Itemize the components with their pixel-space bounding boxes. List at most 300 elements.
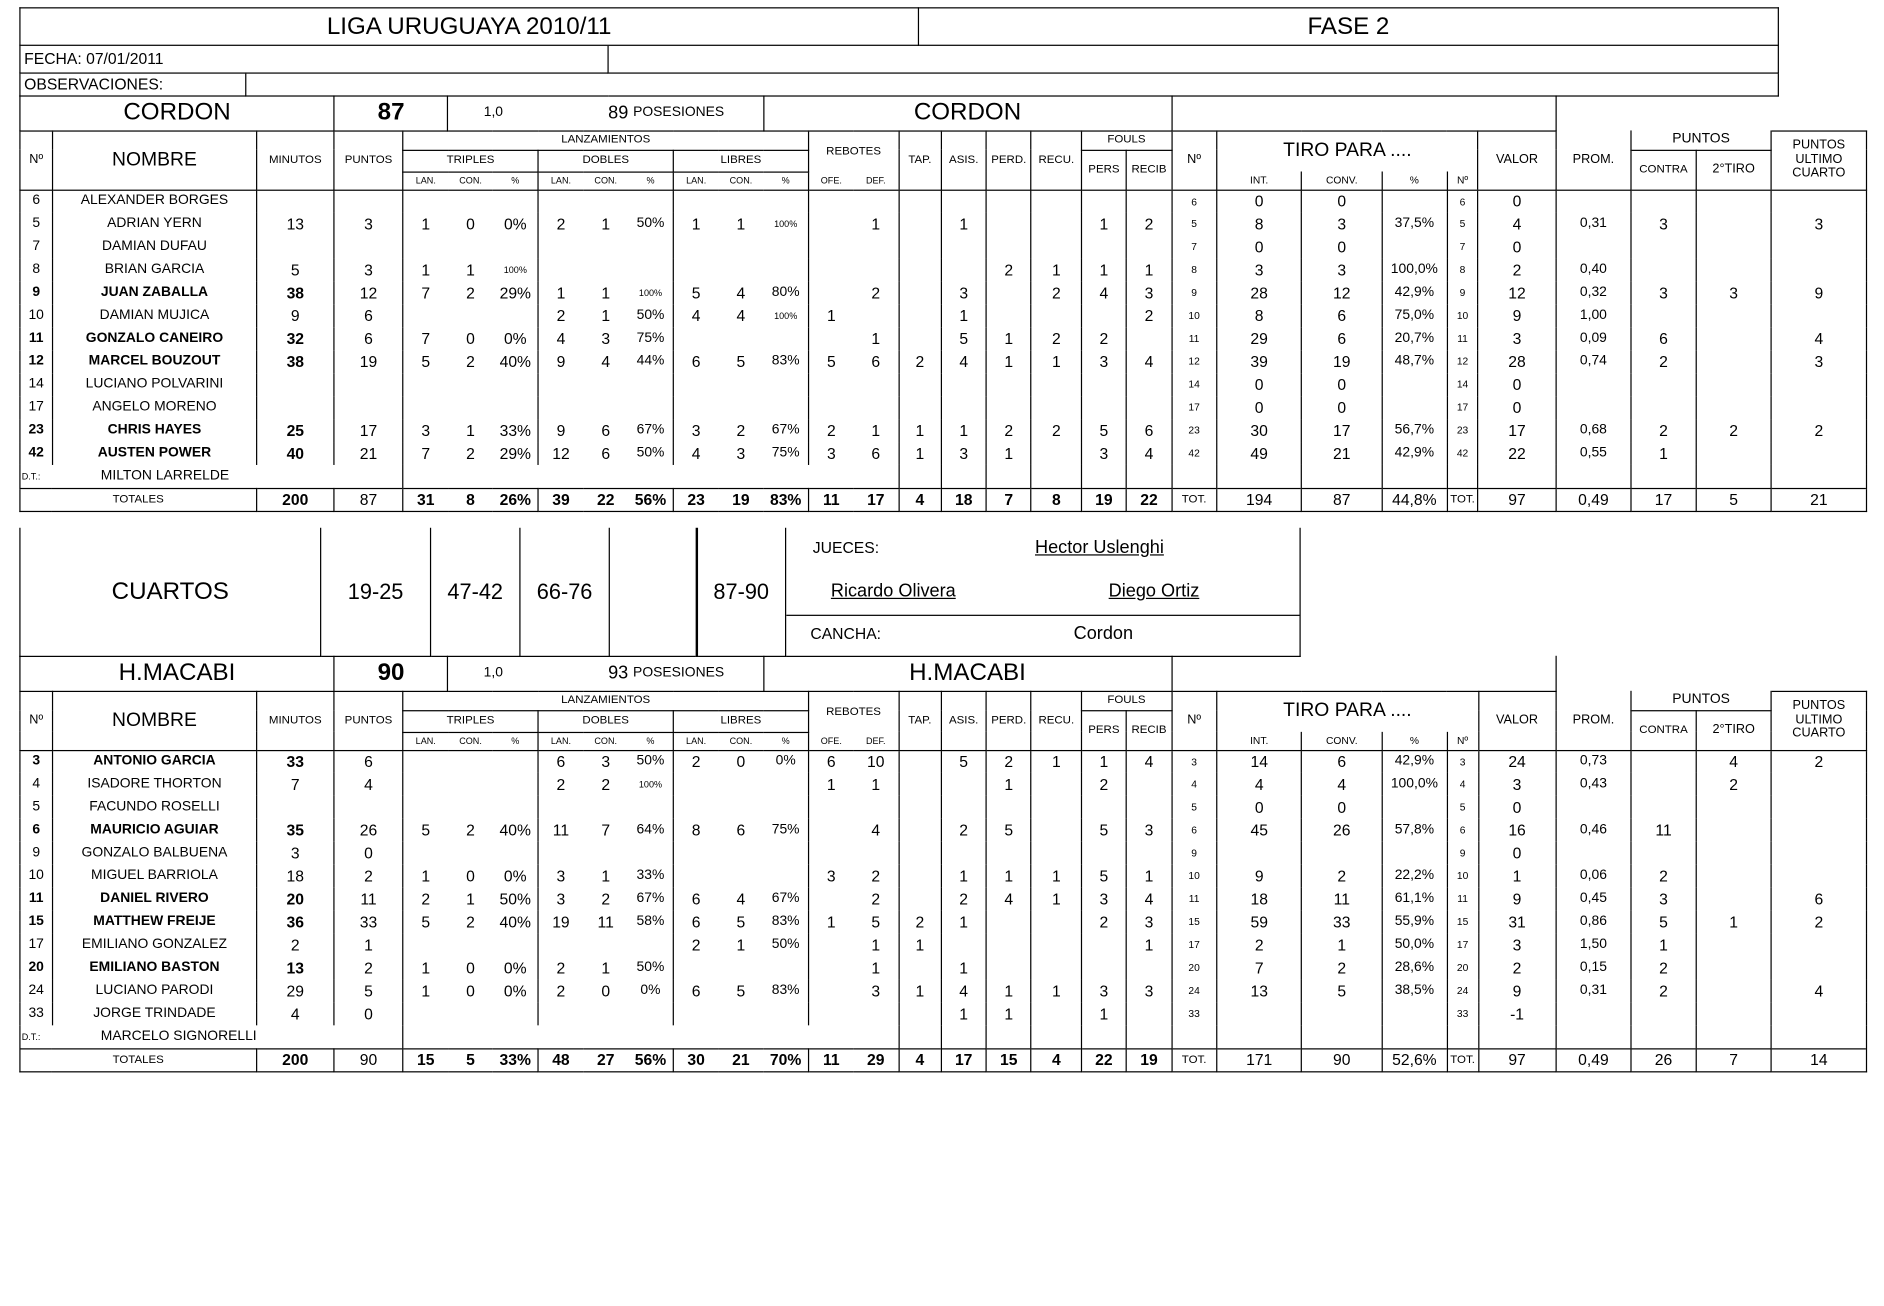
player-number-3: 4 xyxy=(1447,773,1478,796)
player-points: 2 xyxy=(334,865,403,888)
header-table xyxy=(19,7,1779,46)
player-puntos-contra xyxy=(1631,258,1696,281)
player-triples-lan xyxy=(403,842,448,865)
player-fouls-pers: 5 xyxy=(1081,865,1126,888)
header-int: INT. xyxy=(1217,732,1302,750)
player-segundo-tiro: 1 xyxy=(1696,911,1771,934)
player-libres-pct xyxy=(763,236,808,259)
player-reb-def: 2 xyxy=(854,865,899,888)
player-reb-ofe: 5 xyxy=(826,352,836,371)
player-segundo-tiro xyxy=(1696,327,1771,350)
player-minutes: 9 xyxy=(256,304,334,327)
player-triples-lan: 1 xyxy=(421,981,431,1000)
player-dobles-con xyxy=(583,396,628,419)
player-reb-def xyxy=(854,258,899,281)
player-dobles-lan: 12 xyxy=(552,444,570,463)
player-ultimo-cuarto xyxy=(1771,819,1866,842)
player-fouls-pers: 3 xyxy=(1081,442,1126,465)
player-points: 19 xyxy=(334,350,403,373)
player-number-2: 9 xyxy=(1172,842,1217,865)
player-triples-con xyxy=(448,304,493,327)
player-row xyxy=(20,213,1867,236)
player-libres-lan xyxy=(673,796,718,819)
totals-valor: 97 xyxy=(1478,1048,1556,1071)
player-triples-lan xyxy=(403,934,448,957)
totals-libres-lan: 30 xyxy=(673,1048,718,1071)
player-recu xyxy=(1031,442,1081,465)
totals-tiro-conv: 87 xyxy=(1302,488,1382,511)
player-dobles-lan: 11 xyxy=(552,821,570,840)
player-tiro-int: 59 xyxy=(1217,911,1302,934)
player-number-2: 10 xyxy=(1172,304,1217,327)
player-tiro-conv: 1 xyxy=(1302,934,1382,957)
player-recu: 2 xyxy=(1031,327,1081,350)
player-valor: 3 xyxy=(1478,773,1556,796)
totals-reb-def: 17 xyxy=(854,488,899,511)
player-libres-pct: 100% xyxy=(763,213,808,236)
player-triples-pct: 40% xyxy=(493,350,538,373)
player-dobles-lan xyxy=(538,190,583,213)
player-tiro-pct: 38,5% xyxy=(1382,979,1447,1002)
totals-libres-pct: 70% xyxy=(763,1048,808,1071)
header-tap: TAP. xyxy=(899,691,942,750)
header-ofe: OFE. xyxy=(809,171,854,189)
player-reb-def: 1 xyxy=(854,327,899,350)
player-triples-pct: 0% xyxy=(493,956,538,979)
player-fouls-recib: 4 xyxy=(1126,442,1171,465)
player-libres-pct xyxy=(763,396,808,419)
player-triples-con: 0 xyxy=(466,214,475,234)
player-row xyxy=(20,442,1867,465)
player-points: 4 xyxy=(334,773,403,796)
player-libres-con: 5 xyxy=(736,981,746,1000)
player-libres-pct: 75% xyxy=(763,819,808,842)
player-tiro-conv: 0 xyxy=(1302,373,1382,396)
player-tiro-int: 28 xyxy=(1217,281,1302,304)
player-name: MATTHEW FREIJE xyxy=(52,911,256,934)
team-possessions: 93 xyxy=(538,656,628,691)
player-number-3: 11 xyxy=(1447,888,1478,911)
totals-reb-ofe: 11 xyxy=(808,1048,853,1071)
player-libres-lan: 6 xyxy=(691,890,701,909)
player-points: 17 xyxy=(334,419,403,442)
header-no-2: Nº xyxy=(1172,130,1217,189)
player-points: 6 xyxy=(334,327,403,350)
player-dobles-lan: 3 xyxy=(556,890,566,909)
player-triples-con: 1 xyxy=(466,421,475,440)
player-asis: 3 xyxy=(941,281,986,304)
player-fouls-recib: 3 xyxy=(1126,819,1171,842)
player-segundo-tiro: 3 xyxy=(1696,281,1771,304)
player-asis xyxy=(941,934,986,957)
player-reb-def xyxy=(854,304,899,327)
referee-2: Ricardo Olivera xyxy=(830,580,956,602)
player-number-2: 24 xyxy=(1172,979,1217,1002)
totals-dobles-pct: 56% xyxy=(628,1048,673,1071)
player-tiro-int: 8 xyxy=(1217,213,1302,236)
player-puntos-contra: 3 xyxy=(1631,281,1696,304)
player-asis xyxy=(941,258,986,281)
header-con: CON. xyxy=(583,171,628,189)
player-libres-con: 5 xyxy=(736,352,746,371)
player-tap xyxy=(899,190,942,213)
player-number: 11 xyxy=(20,327,53,350)
player-number-3: 23 xyxy=(1447,419,1478,442)
player-perd xyxy=(986,796,1031,819)
player-number-3: 17 xyxy=(1447,396,1478,419)
player-valor: 0 xyxy=(1478,190,1556,213)
player-segundo-tiro xyxy=(1696,842,1771,865)
player-number-3: 3 xyxy=(1447,750,1478,773)
player-tiro-pct: 56,7% xyxy=(1382,419,1447,442)
player-tiro-pct xyxy=(1382,236,1447,259)
player-row xyxy=(20,796,1867,819)
player-libres-lan: 2 xyxy=(691,935,701,955)
player-prom: 0,31 xyxy=(1556,979,1631,1002)
player-valor: 22 xyxy=(1478,442,1556,465)
totals-points: 90 xyxy=(334,1048,403,1071)
player-dobles-lan: 2 xyxy=(556,306,566,325)
player-reb-def: 1 xyxy=(854,773,899,796)
player-ultimo-cuarto: 2 xyxy=(1771,419,1866,442)
player-tiro-pct: 55,9% xyxy=(1382,911,1447,934)
player-number-2: 5 xyxy=(1172,796,1217,819)
player-tiro-conv: 0 xyxy=(1302,190,1382,213)
header-triples: TRIPLES xyxy=(403,150,538,172)
player-perd: 1 xyxy=(986,327,1031,350)
player-tiro-pct: 57,8% xyxy=(1382,819,1447,842)
ratio-cell xyxy=(448,656,538,691)
player-name: MAURICIO AGUIAR xyxy=(52,819,256,842)
player-tiro-pct: 50,0% xyxy=(1382,934,1447,957)
player-ultimo-cuarto xyxy=(1771,1002,1866,1025)
header-libres: LIBRES xyxy=(673,150,808,172)
player-perd xyxy=(986,956,1031,979)
player-prom xyxy=(1556,842,1631,865)
player-dobles-con: 1 xyxy=(601,958,611,978)
player-reb-def: 1 xyxy=(854,956,899,979)
player-tiro-conv: 19 xyxy=(1302,350,1382,373)
player-number-2: 15 xyxy=(1172,911,1217,934)
player-ultimo-cuarto xyxy=(1771,956,1866,979)
player-fouls-pers: 1 xyxy=(1081,258,1126,281)
player-triples-con xyxy=(448,842,493,865)
player-tiro-conv: 2 xyxy=(1302,865,1382,888)
player-number: 9 xyxy=(20,842,53,865)
team-possessions: 89 xyxy=(538,95,628,130)
player-perd: 1 xyxy=(986,773,1031,796)
player-tiro-int: 14 xyxy=(1217,750,1302,773)
player-segundo-tiro: 2 xyxy=(1696,773,1771,796)
player-prom: 0,68 xyxy=(1556,419,1631,442)
player-libres-con: 1 xyxy=(736,214,746,234)
player-libres-pct xyxy=(763,327,808,350)
player-ultimo-cuarto: 4 xyxy=(1771,327,1866,350)
player-points: 3 xyxy=(334,213,403,236)
player-number-2: 20 xyxy=(1172,956,1217,979)
player-number-3: 17 xyxy=(1447,934,1478,957)
player-tap xyxy=(899,396,942,419)
player-tap xyxy=(899,281,942,304)
player-number: 42 xyxy=(20,442,53,465)
player-dobles-con: 6 xyxy=(601,444,611,463)
player-tiro-pct: 100,0% xyxy=(1382,258,1447,281)
player-points: 6 xyxy=(334,304,403,327)
header-lanzamientos: LANZAMIENTOS xyxy=(403,130,809,149)
player-reb-def: 2 xyxy=(854,281,899,304)
referee-3: Diego Ortiz xyxy=(1108,580,1200,602)
player-puntos-contra: 1 xyxy=(1631,442,1696,465)
coach-name: MILTON LARRELDE xyxy=(52,465,402,488)
player-perd xyxy=(986,934,1031,957)
player-dobles-con: 4 xyxy=(601,352,611,371)
player-perd: 2 xyxy=(986,258,1031,281)
player-tap xyxy=(899,773,942,796)
player-triples-pct xyxy=(493,1002,538,1025)
player-fouls-recib: 3 xyxy=(1126,281,1171,304)
quarter-4-score xyxy=(609,528,696,656)
player-minutes: 29 xyxy=(256,979,334,1002)
player-fouls-recib: 4 xyxy=(1126,750,1171,773)
player-segundo-tiro xyxy=(1696,350,1771,373)
header-nombre: NOMBRE xyxy=(52,691,256,750)
player-recu: 1 xyxy=(1031,750,1081,773)
player-number-2: 6 xyxy=(1172,819,1217,842)
player-tiro-conv: 12 xyxy=(1302,281,1382,304)
player-dobles-lan: 9 xyxy=(556,352,566,371)
player-libres-lan xyxy=(673,190,718,213)
player-minutes: 2 xyxy=(256,934,334,957)
player-segundo-tiro: 2 xyxy=(1696,419,1771,442)
player-tiro-conv: 26 xyxy=(1302,819,1382,842)
player-recu xyxy=(1031,396,1081,419)
header-contra: CONTRA xyxy=(1631,710,1696,750)
totals-reb-ofe: 11 xyxy=(809,488,854,511)
player-dobles-pct: 0% xyxy=(628,979,673,1002)
player-dobles-pct: 50% xyxy=(628,750,673,773)
player-minutes: 3 xyxy=(256,842,334,865)
totals-fouls-recib: 22 xyxy=(1126,488,1171,511)
player-triples-lan: 1 xyxy=(421,867,431,886)
player-name: EMILIANO GONZALEZ xyxy=(52,934,256,957)
player-libres-lan xyxy=(673,373,718,396)
player-tap xyxy=(899,888,942,911)
player-row xyxy=(20,773,1867,796)
dt-label: D.T.: xyxy=(20,1025,53,1048)
player-triples-pct: 40% xyxy=(493,819,538,842)
player-asis: 1 xyxy=(941,304,986,327)
player-row xyxy=(20,911,1867,934)
player-fouls-pers: 3 xyxy=(1081,979,1126,1002)
player-name: JUAN ZABALLA xyxy=(52,281,256,304)
header-no: Nº xyxy=(20,130,53,189)
player-number-2: 14 xyxy=(1172,373,1217,396)
player-libres-con: 4 xyxy=(736,283,746,302)
player-reb-ofe xyxy=(809,213,854,236)
player-dobles-pct xyxy=(628,842,673,865)
player-libres-con xyxy=(718,956,763,979)
totals-tiro-int: 194 xyxy=(1217,488,1302,511)
player-fouls-recib: 6 xyxy=(1126,419,1171,442)
player-tap xyxy=(899,327,942,350)
player-points: 21 xyxy=(334,442,403,465)
header-pct: % xyxy=(763,171,808,189)
player-asis: 1 xyxy=(941,865,986,888)
player-tap xyxy=(899,796,942,819)
player-reb-def xyxy=(854,190,899,213)
player-valor: 3 xyxy=(1478,327,1556,350)
player-dobles-pct xyxy=(628,373,673,396)
player-segundo-tiro xyxy=(1696,442,1771,465)
player-reb-def: 3 xyxy=(854,979,899,1002)
header-minutos: MINUTOS xyxy=(256,691,334,750)
player-dobles-lan xyxy=(538,796,583,819)
player-name: CHRIS HAYES xyxy=(52,419,256,442)
totals-triples-lan: 15 xyxy=(403,1048,448,1071)
player-valor: 4 xyxy=(1478,213,1556,236)
player-asis xyxy=(941,842,986,865)
player-libres-pct: 80% xyxy=(763,281,808,304)
header-conv: CONV. xyxy=(1302,171,1382,189)
player-number-2: 17 xyxy=(1172,934,1217,957)
player-tap xyxy=(899,1002,942,1025)
player-reb-ofe: 1 xyxy=(826,913,836,932)
header-no-3: Nº xyxy=(1447,732,1478,750)
player-triples-con xyxy=(448,796,493,819)
player-fouls-pers xyxy=(1081,373,1126,396)
player-fouls-recib: 1 xyxy=(1126,934,1171,957)
header-perd: PERD. xyxy=(986,691,1031,750)
player-name: LUCIANO POLVARINI xyxy=(52,373,256,396)
player-libres-con xyxy=(718,258,763,281)
player-tiro-int: 8 xyxy=(1217,304,1302,327)
player-puntos-contra xyxy=(1631,773,1696,796)
player-prom: 0,45 xyxy=(1556,888,1631,911)
player-puntos-contra: 1 xyxy=(1631,934,1696,957)
player-ultimo-cuarto xyxy=(1771,796,1866,819)
totals-minutes: 200 xyxy=(256,1048,334,1071)
player-reb-ofe: 3 xyxy=(826,444,836,463)
player-dobles-pct: 50% xyxy=(628,442,673,465)
player-number-2: 7 xyxy=(1172,236,1217,259)
player-minutes: 38 xyxy=(256,350,334,373)
player-puntos-contra xyxy=(1631,796,1696,819)
header-puntos-ultimo-cuarto: PUNTOS ULTIMO CUARTO xyxy=(1771,130,1866,189)
player-dobles-pct xyxy=(628,796,673,819)
player-valor: 31 xyxy=(1478,911,1556,934)
player-fouls-recib xyxy=(1126,796,1171,819)
player-name: MARCEL BOUZOUT xyxy=(52,350,256,373)
player-number-3: 5 xyxy=(1447,796,1478,819)
totals-tiro-int: 171 xyxy=(1217,1048,1302,1071)
player-number-3: 33 xyxy=(1447,1002,1478,1025)
player-dobles-lan: 19 xyxy=(552,913,570,932)
player-reb-ofe xyxy=(809,281,854,304)
player-libres-pct xyxy=(763,956,808,979)
player-tiro-int: 9 xyxy=(1217,865,1302,888)
player-valor: 12 xyxy=(1478,281,1556,304)
player-perd xyxy=(986,281,1031,304)
player-libres-pct: 67% xyxy=(763,888,808,911)
header-lan: LAN. xyxy=(538,732,583,750)
player-minutes: 38 xyxy=(256,281,334,304)
player-name: ADRIAN YERN xyxy=(52,213,256,236)
player-fouls-pers: 3 xyxy=(1081,888,1126,911)
player-tiro-pct: 42,9% xyxy=(1382,442,1447,465)
player-number: 24 xyxy=(20,979,53,1002)
player-libres-pct: 50% xyxy=(763,934,808,957)
totals-row xyxy=(20,1048,1867,1071)
player-libres-pct xyxy=(763,190,808,213)
player-triples-lan: 5 xyxy=(421,352,431,371)
player-ultimo-cuarto xyxy=(1771,934,1866,957)
player-asis xyxy=(941,190,986,213)
player-tiro-pct: 20,7% xyxy=(1382,327,1447,350)
player-number-3: 14 xyxy=(1447,373,1478,396)
player-fouls-pers xyxy=(1081,796,1126,819)
player-number-3: 12 xyxy=(1447,350,1478,373)
player-tap xyxy=(899,865,942,888)
player-dobles-con: 2 xyxy=(601,775,611,794)
totals-reb-def: 29 xyxy=(854,1048,899,1071)
player-triples-con xyxy=(448,934,493,957)
player-tap: 1 xyxy=(899,419,942,442)
player-dobles-con: 6 xyxy=(601,421,611,440)
player-tap: 2 xyxy=(899,911,942,934)
player-segundo-tiro xyxy=(1696,796,1771,819)
player-triples-con: 1 xyxy=(466,260,475,279)
player-fouls-pers: 2 xyxy=(1081,911,1126,934)
player-libres-pct xyxy=(763,373,808,396)
player-number: 10 xyxy=(20,304,53,327)
player-name: EMILIANO BASTON xyxy=(52,956,256,979)
totals-tiro-pct: 52,6% xyxy=(1382,1048,1447,1071)
header-recib: RECIB xyxy=(1126,710,1171,750)
fecha-label: FECHA: 07/01/2011 xyxy=(20,46,608,73)
player-reb-def xyxy=(854,1002,899,1025)
player-tiro-pct: 37,5% xyxy=(1382,213,1447,236)
header-recib: RECIB xyxy=(1126,150,1171,190)
header-contra: CONTRA xyxy=(1631,150,1696,190)
player-puntos-contra xyxy=(1631,750,1696,773)
player-dobles-con xyxy=(583,373,628,396)
player-dobles-pct: 100% xyxy=(628,281,673,304)
quarter-3-score: 66-76 xyxy=(520,528,609,656)
totals-triples-lan: 31 xyxy=(403,488,448,511)
player-name: ALEXANDER BORGES xyxy=(52,190,256,213)
player-reb-ofe xyxy=(809,373,854,396)
player-segundo-tiro xyxy=(1696,396,1771,419)
totals-libres-lan: 23 xyxy=(673,488,718,511)
totals-segundo-tiro: 7 xyxy=(1696,1048,1771,1071)
player-prom: 1,50 xyxy=(1556,934,1631,957)
player-number-3: 15 xyxy=(1447,911,1478,934)
player-recu: 2 xyxy=(1031,419,1081,442)
player-asis: 2 xyxy=(941,819,986,842)
meta-table xyxy=(19,46,1779,96)
player-asis xyxy=(941,373,986,396)
player-triples-lan: 1 xyxy=(421,260,431,279)
player-number-3: 10 xyxy=(1447,865,1478,888)
player-tiro-int: 0 xyxy=(1217,373,1302,396)
player-fouls-recib xyxy=(1126,190,1171,213)
player-dobles-pct: 67% xyxy=(628,419,673,442)
player-points: 33 xyxy=(334,911,403,934)
player-number-3: 6 xyxy=(1447,819,1478,842)
player-recu xyxy=(1031,934,1081,957)
cuartos-label: CUARTOS xyxy=(20,528,321,656)
player-triples-lan: 2 xyxy=(421,890,431,909)
